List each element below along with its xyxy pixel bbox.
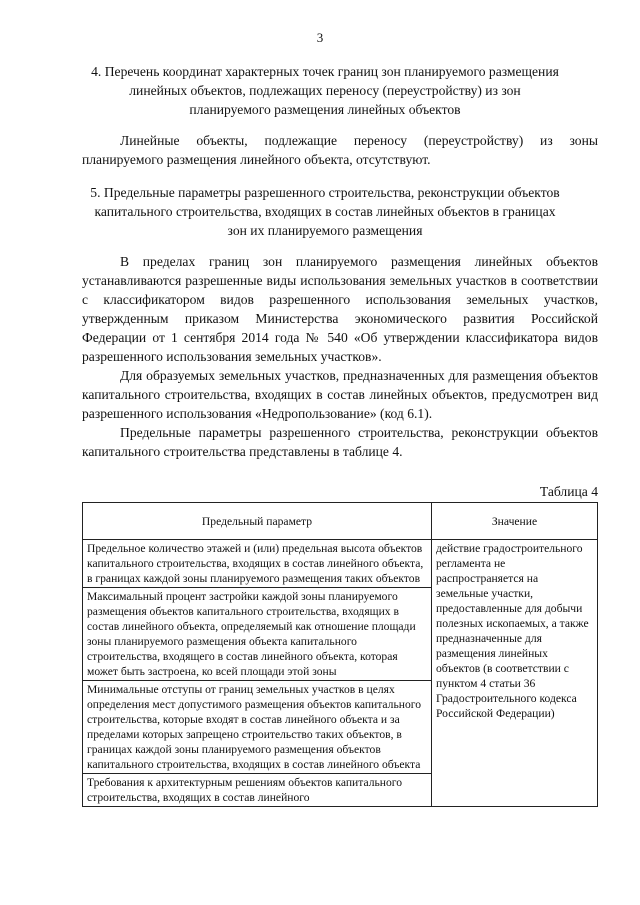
table-caption: Таблица 4 [539,484,598,499]
parameters-table [82,502,598,807]
parameter-cell: Минимальные отступы от границ земельных участков в целях определения мест допустимого размещения объектов капитального строительства, которые входят в состав линейного объекта и за пределами которых запрещено строительство таких объектов, в границах каждой зоны планируемого размещения объектов капитального строительства, входящих в состав линейного объекта [83,681,432,774]
parameter-cell: Максимальный процент застройки каждой зоны планируемого размещения объектов капитального строительства, входящих в состав линейного объекта, определяемый как отношение площади зоны планируемого размещения объекта капитального строительства, входящего в состав линейного объекта, которая может быть застроена, ко всей площади этой зоны [83,588,432,681]
value-cell: действие градостроительного регламента не распространяется на земельные участки, предоставленные для добычи полезных ископаемых, а также предназначенные для размещения линейных объектов (в соответствии с пунктом 4 статьи 36 Градостроительного кодекса Российской Федерации) [432,540,598,807]
section-4-text: Линейные объекты, подлежащие переносу (переустройству) из зоны планируемого размещения линейного объекта, отсутствуют. [82,133,598,167]
section-5-body [82,252,598,461]
header-parameter: Предельный параметр [83,503,432,540]
paragraph: В пределах границ зон планируемого размещения линейных объектов устанавливаются разрешенные виды использования земельных участков в соответствии с классификатором видов разрешенного использования земельных участков, утвержденным приказом Министерства экономического развития Российской Федерации от 1 сентября 2014 года № 540 «Об утверждении классификатора видов разрешенного использования земельных участков». [82,254,598,364]
section-4-heading: 4. Перечень координат характерных точек границ зон планируемого размещения линейных объектов, подлежащих переносу (переустройству) из зон планируемого размещения линейных объектов [91,64,559,117]
header-value: Значение [432,503,598,540]
paragraph: Предельные параметры разрешенного строительства, реконструкции объектов капитального строительства представлены в таблице 4. [82,425,598,459]
paragraph: Для образуемых земельных участков, предназначенных для размещения объектов капитального строительства, входящих в состав линейных объектов, предусмотрен вид разрешенного использования «Недропользование» (код 6.1). [82,368,598,421]
table-row [83,540,598,588]
section-5-heading: 5. Предельные параметры разрешенного строительства, реконструкции объектов капитального строительства, входящих в состав линейных объектов в границах зон их планируемого размещения [90,185,560,238]
parameter-cell: Предельное количество этажей и (или) предельная высота объектов капитального строительства, входящих в состав линейного объекта, в границах каждой зоны планируемого размещения таких объектов [83,540,432,588]
table-header-row [83,503,598,540]
page-number: 3 [316,30,324,45]
parameter-cell: Требования к архитектурным решениям объектов капитального строительства, входящих в состав линейного [83,774,432,807]
